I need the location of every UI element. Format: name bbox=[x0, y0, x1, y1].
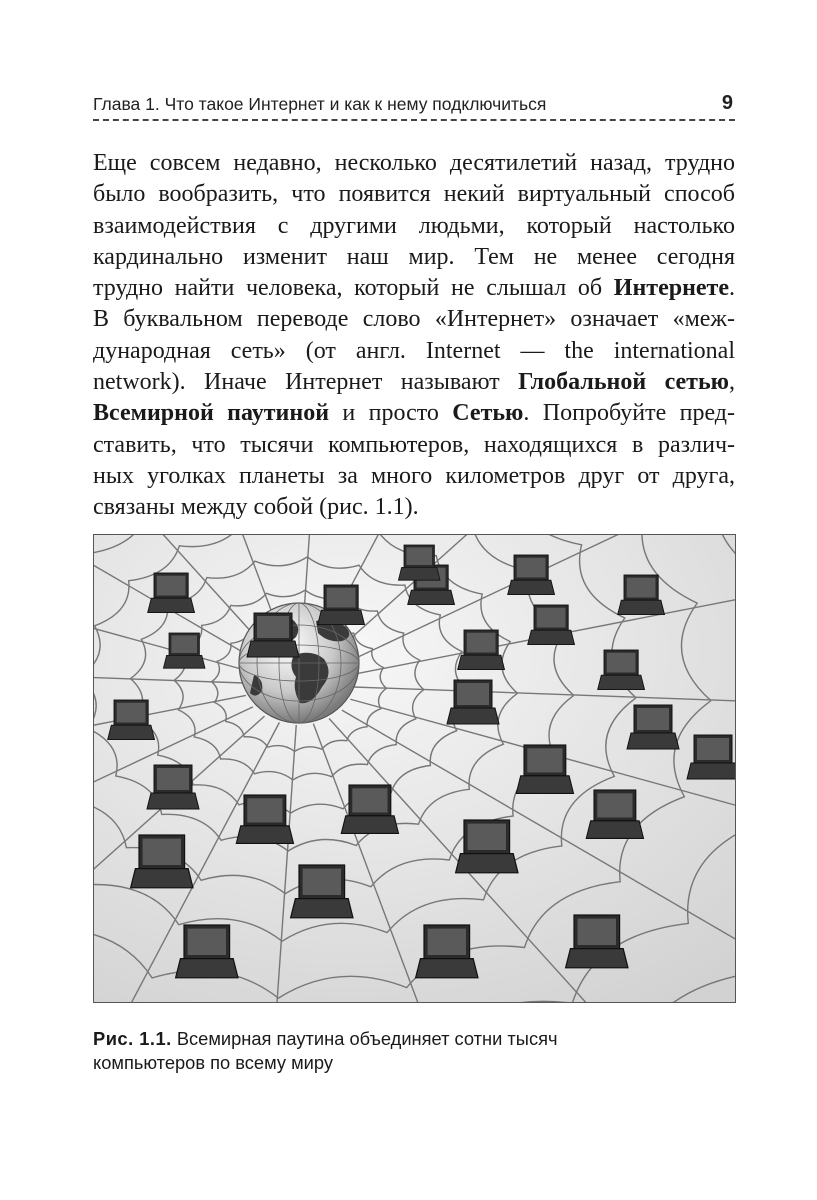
laptop-icon bbox=[147, 765, 199, 809]
text-line: Всемирной паутиной и просто Сетью. Попробуйте пред- bbox=[93, 400, 736, 427]
web-globe-illustration bbox=[94, 535, 735, 1002]
page-number: 9 bbox=[721, 92, 733, 114]
text-line: трудно найти человека, который не слышал об Интернете. bbox=[93, 275, 735, 302]
laptop-icon bbox=[163, 633, 205, 668]
laptop-icon bbox=[176, 925, 238, 978]
text-line: было вообразить, что появится некий виртуальный способ bbox=[93, 181, 735, 208]
laptop-icon bbox=[516, 745, 573, 793]
laptop-icon bbox=[687, 735, 735, 779]
laptop-icon bbox=[148, 573, 195, 613]
bold-term: Интернете bbox=[613, 275, 729, 302]
text-line: В буквальном переводе слово «Интернет» означает «меж- bbox=[93, 306, 735, 333]
laptop-icon bbox=[586, 790, 643, 838]
laptop-icon bbox=[618, 575, 665, 615]
laptop-icon bbox=[627, 705, 679, 749]
bold-term: Сетью bbox=[452, 400, 524, 427]
laptop-icon bbox=[447, 680, 499, 724]
laptop-icon bbox=[598, 650, 645, 690]
caption-label: Рис. 1.1. bbox=[93, 1028, 172, 1049]
chapter-title: Глава 1. Что такое Интернет и как к нему подключиться bbox=[93, 94, 547, 114]
laptop-icon bbox=[131, 835, 193, 888]
figure-web-globe bbox=[93, 534, 736, 1003]
header-dashed-rule bbox=[93, 119, 735, 121]
laptop-icon bbox=[528, 605, 575, 645]
laptop-icon bbox=[341, 785, 398, 833]
text-line: взаимодействия с другими людьми, который настолько bbox=[93, 212, 735, 239]
laptop-icon bbox=[458, 630, 505, 670]
text-line: ных уголках планеты за много километров друг от друга, bbox=[93, 462, 735, 489]
laptop-icon bbox=[318, 585, 365, 625]
text-line: Еще совсем недавно, несколько десятилетий назад, трудно bbox=[93, 150, 735, 176]
laptop-icon bbox=[456, 820, 518, 873]
text-line: ставить, что тысячи компьютеров, находящихся в различ- bbox=[93, 431, 735, 458]
laptop-icon bbox=[108, 700, 155, 740]
laptop-icon bbox=[566, 915, 628, 968]
text-line: дународная сеть» (от англ. Internet — the international bbox=[93, 337, 735, 364]
caption-text: Всемирная паутина объединяет сотни тысяч bbox=[171, 1028, 558, 1049]
figure-caption bbox=[93, 1027, 735, 1075]
laptop-icon bbox=[416, 925, 478, 978]
text-line: network). Иначе Интернет называют Глобальной сетью, bbox=[93, 369, 736, 396]
body-paragraph bbox=[93, 148, 735, 524]
laptop-icon bbox=[291, 865, 353, 918]
laptop-icon bbox=[247, 613, 299, 657]
laptop-icon bbox=[236, 795, 293, 843]
bold-term: Всемирной паутиной bbox=[93, 400, 330, 427]
text-line: связаны между собой (рис. 1.1). bbox=[93, 494, 419, 521]
bold-term: Глобальной сетью bbox=[518, 369, 730, 396]
laptop-icon bbox=[508, 555, 555, 595]
running-header bbox=[93, 92, 735, 120]
text-line: кардинально изменит наш мир. Тем не менее сегодня bbox=[93, 243, 735, 270]
laptop-icon bbox=[398, 545, 440, 580]
caption-text: компьютеров по всему миру bbox=[93, 1052, 333, 1073]
